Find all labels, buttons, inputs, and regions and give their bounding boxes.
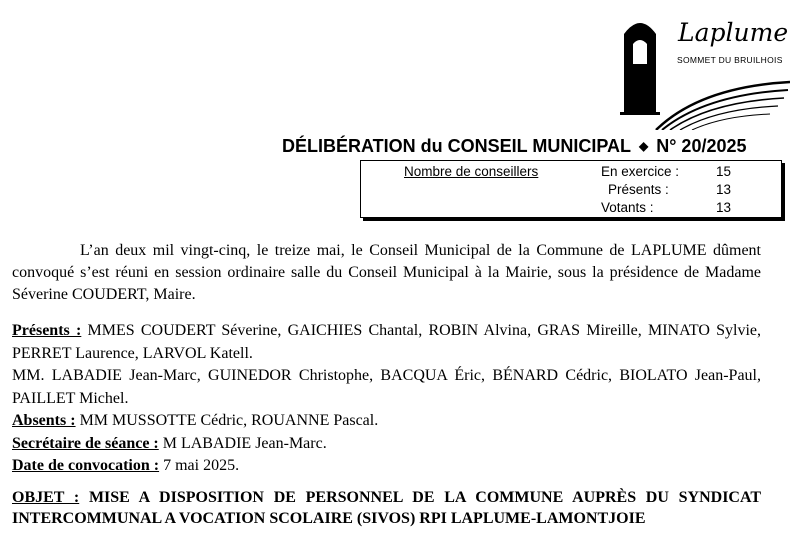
attendance-section: [12, 320, 761, 478]
convocation-label: Date de convocation :: [12, 457, 160, 474]
diamond-icon: ◆: [639, 139, 649, 153]
convocation-text: 7 mai 2025.: [163, 457, 240, 474]
count-value: 13: [716, 182, 732, 197]
count-label: En exercice :: [601, 164, 680, 179]
secretaire-line: [12, 433, 761, 456]
intro-paragraph: L’an deux mil vingt-cinq, le treize mai, le Conseil Municipal de la Commune de LAPLUME dûment convoqué s’est réuni en session ordinaire salle du Conseil Municipal à la Mairie, sous la présidence de Madame Séverine COUDERT, Maire.: [12, 242, 761, 303]
convocation-line: [12, 455, 761, 478]
presents-women-text: MMES COUDERT Séverine, GAICHIES Chantal, ROBIN Alvina, GRAS Mireille, MINATO Sylvie, PERRET Laurence, LARVOL Katell.: [12, 322, 761, 362]
presents-men: MM. LABADIE Jean-Marc, GUINEDOR Christophe, BACQUA Éric, BÉNARD Cédric, BIOLATO Jean-Paul, PAILLET Michel.: [12, 367, 761, 407]
absents-label: Absents :: [12, 412, 76, 429]
deliberation-number: N° 20/2025: [656, 136, 747, 156]
count-label: Votants :: [601, 200, 654, 215]
count-label: Présents :: [608, 182, 669, 197]
objet-paragraph: [12, 487, 761, 529]
absents-line: [12, 410, 761, 433]
conseillers-label: Nombre de conseillers: [404, 164, 539, 179]
secretaire-text: M LABADIE Jean-Marc.: [162, 434, 327, 452]
secretaire-label: Secrétaire de séance :: [12, 434, 159, 452]
presents-women: [12, 320, 761, 365]
count-value: 15: [716, 164, 732, 179]
title-text: DÉLIBÉRATION du CONSEIL MUNICIPAL: [282, 136, 631, 156]
deliberation-title: [282, 136, 747, 157]
presents-label: Présents :: [12, 322, 82, 339]
objet-text: MISE A DISPOSITION DE PERSONNEL DE LA COMMUNE AUPRÈS DU SYNDICAT INTERCOMMUNAL A VOCATION SCOLAIRE (SIVOS) RPI LAPLUME-LAMONTJOIE: [12, 489, 762, 527]
logo-subtitle: SOMMET DU BRUILHOIS: [677, 55, 783, 65]
count-value: 13: [716, 200, 732, 215]
conseillers-box: [360, 160, 782, 218]
absents-text: MM MUSSOTTE Cédric, ROUANNE Pascal.: [79, 412, 379, 429]
objet-label: OBJET :: [12, 489, 80, 506]
logo-title: Laplume: [678, 18, 789, 47]
